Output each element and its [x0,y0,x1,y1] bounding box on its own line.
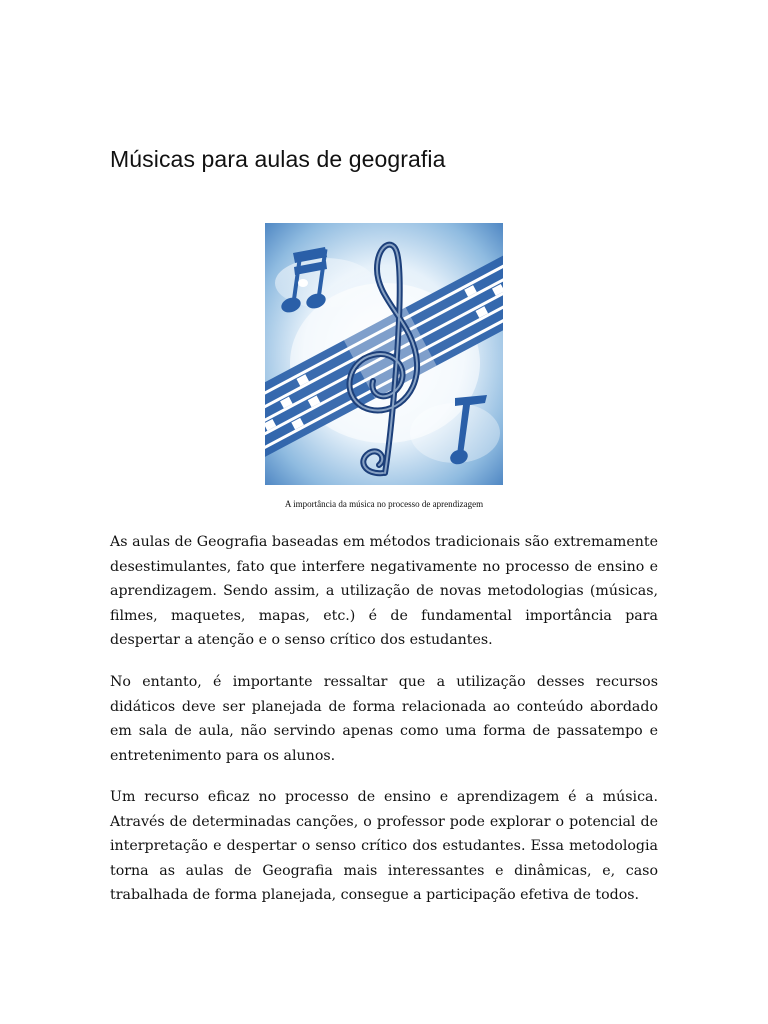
paragraph-1: As aulas de Geografia baseadas em métodos tradicionais são extremamente desestimulantes, fato que interfere negativamente no processo de ensino e aprendizagem. Sendo assim, a utilização de novas metodologias (músicas, filmes, maquetes, mapas, etc.) é de fundamental importância para despertar a atenção e o senso crítico dos estudantes. [110,534,658,649]
paragraph-2: No entanto, é importante ressaltar que a utilização desses recursos didáticos deve ser planejada de forma relacionada ao conteúdo abordado em sala de aula, não servindo apenas como uma forma de passatempo e entretenimento para os alunos. [110,674,658,764]
page-title: Músicas para aulas de geografia [110,146,446,172]
paragraph-3: Um recurso eficaz no processo de ensino e aprendizagem é a música. Através de determinadas canções, o professor pode explorar o potencial de interpretação e despertar o senso crítico dos estudantes. Essa metodologia torna as aulas de Geografia mais interessantes e dinâmicas, e, caso trabalhada de forma planejada, consegue a participação efetiva de todos. [110,789,658,904]
figure-caption: A importância da música no processo de aprendizagem [284,499,484,509]
music-illustration [265,223,503,485]
